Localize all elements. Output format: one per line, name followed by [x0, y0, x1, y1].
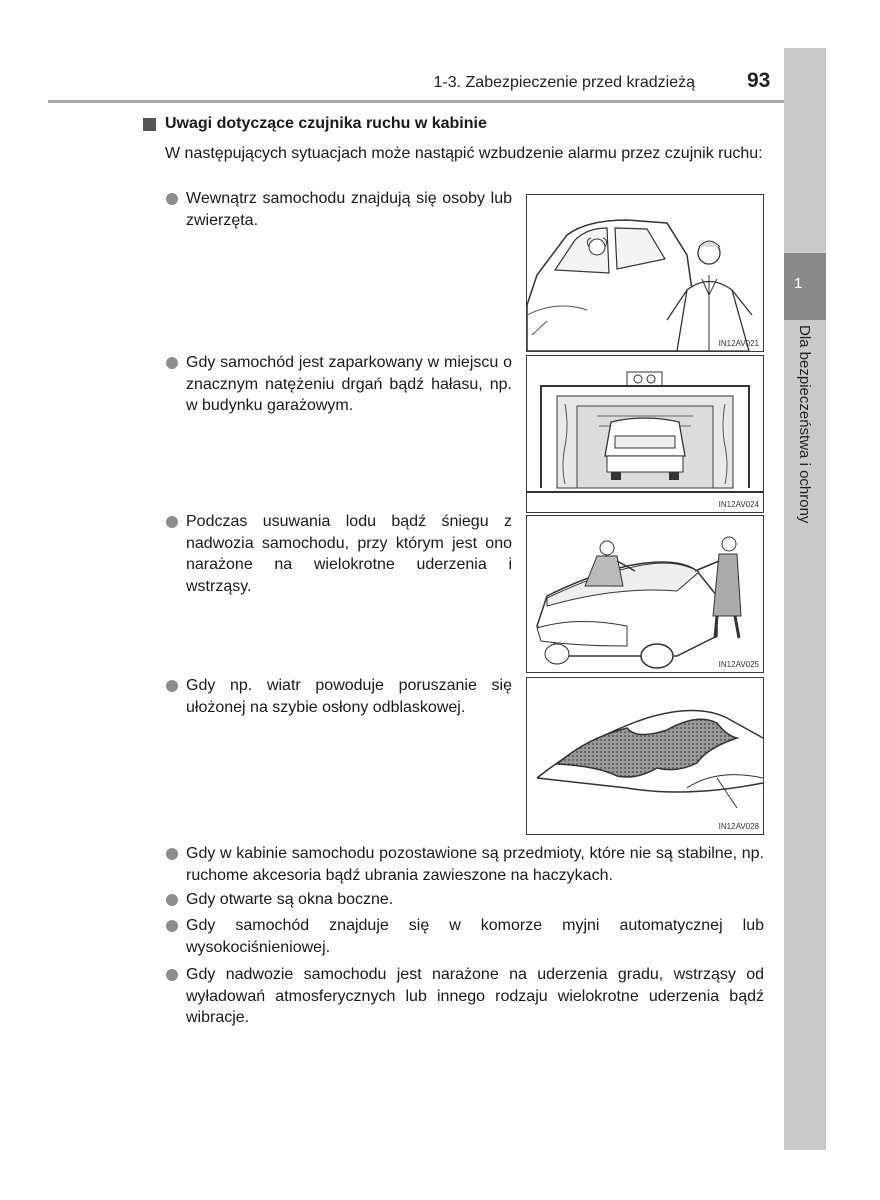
windshield-sunshade-illustration: [527, 678, 763, 834]
bullet-dot-icon: [166, 920, 178, 932]
list-item: [166, 843, 764, 886]
bullet-dot-icon: [166, 357, 178, 369]
bullet-dot-icon: [166, 516, 178, 528]
section-heading-text: Uwagi dotyczące czujnika ruchu w kabinie: [165, 115, 487, 132]
figure-snow-removal: [526, 515, 764, 673]
square-bullet-icon: [143, 118, 156, 131]
chapter-number: 1: [794, 275, 803, 292]
figure-person-dog-car: [526, 194, 764, 352]
list-item: [166, 675, 512, 718]
section-heading: [143, 115, 487, 133]
list-item: [166, 511, 512, 597]
list-item: [166, 964, 764, 1029]
list-item-text: Wewnątrz samochodu znajdują się osoby lub zwierzęta.: [186, 190, 512, 229]
list-item: [166, 915, 764, 958]
bullet-dot-icon: [166, 680, 178, 692]
figure-car-garage: [526, 355, 764, 513]
figure-code: IN12AV025: [718, 660, 759, 669]
header-divider: [48, 100, 826, 103]
figure-windshield-shade: [526, 677, 764, 835]
list-item-text: Gdy samochód jest zaparkowany w miejscu o znacznym natężeniu drgań bądź hałasu, np. w budynku garażowym.: [186, 354, 512, 414]
figure-code: IN12AV028: [718, 822, 759, 831]
figure-code: IN12AV024: [718, 500, 759, 509]
snow-removal-illustration: [527, 516, 763, 672]
running-header: 1-3. Zabezpieczenie przed kradzieżą: [433, 74, 695, 91]
list-item-text: Gdy otwarte są okna boczne.: [186, 891, 394, 908]
chapter-tab: [784, 253, 826, 320]
person-and-dog-in-car-illustration: [527, 195, 763, 351]
list-item: [166, 188, 512, 231]
chapter-label-container: [784, 325, 826, 565]
bullet-dot-icon: [166, 848, 178, 860]
list-item-text: Gdy np. wiatr powoduje poruszanie się ułożonej na szybie osłony odblaskowej.: [186, 677, 512, 716]
list-item: [166, 352, 512, 417]
bullet-dot-icon: [166, 969, 178, 981]
list-item-text: Gdy w kabinie samochodu pozostawione są przedmioty, które nie są stabilne, np. ruchome akcesoria bądź ubrania zawieszone na haczykach.: [186, 845, 764, 884]
car-in-garage-illustration: [527, 356, 763, 512]
list-item: [166, 889, 764, 911]
bullet-dot-icon: [166, 894, 178, 906]
list-item-text: Podczas usuwania lodu bądź śniegu z nadwozia samochodu, przy którym jest ono narażone na wielokrotne uderzenia i wstrząsy.: [186, 513, 512, 595]
intro-paragraph: W następujących sytuacjach może nastąpić wzbudzenie alarmu przez czujnik ruchu:: [165, 145, 763, 162]
list-item-text: Gdy nadwozie samochodu jest narażone na uderzenia gradu, wstrząsy od wyładowań atmosferycznych lub innego rodzaju wielokrotne uderzenia bądź wibracje.: [186, 966, 764, 1026]
chapter-label: Dla bezpieczeństwa i ochrony: [796, 325, 813, 524]
bullet-dot-icon: [166, 193, 178, 205]
figure-code: IN12AV021: [718, 339, 759, 348]
list-item-text: Gdy samochód znajduje się w komorze myjni automatycznej lub wysokociśnieniowej.: [186, 917, 764, 956]
page-number: 93: [747, 69, 771, 92]
chapter-sidebar: [784, 48, 826, 1150]
